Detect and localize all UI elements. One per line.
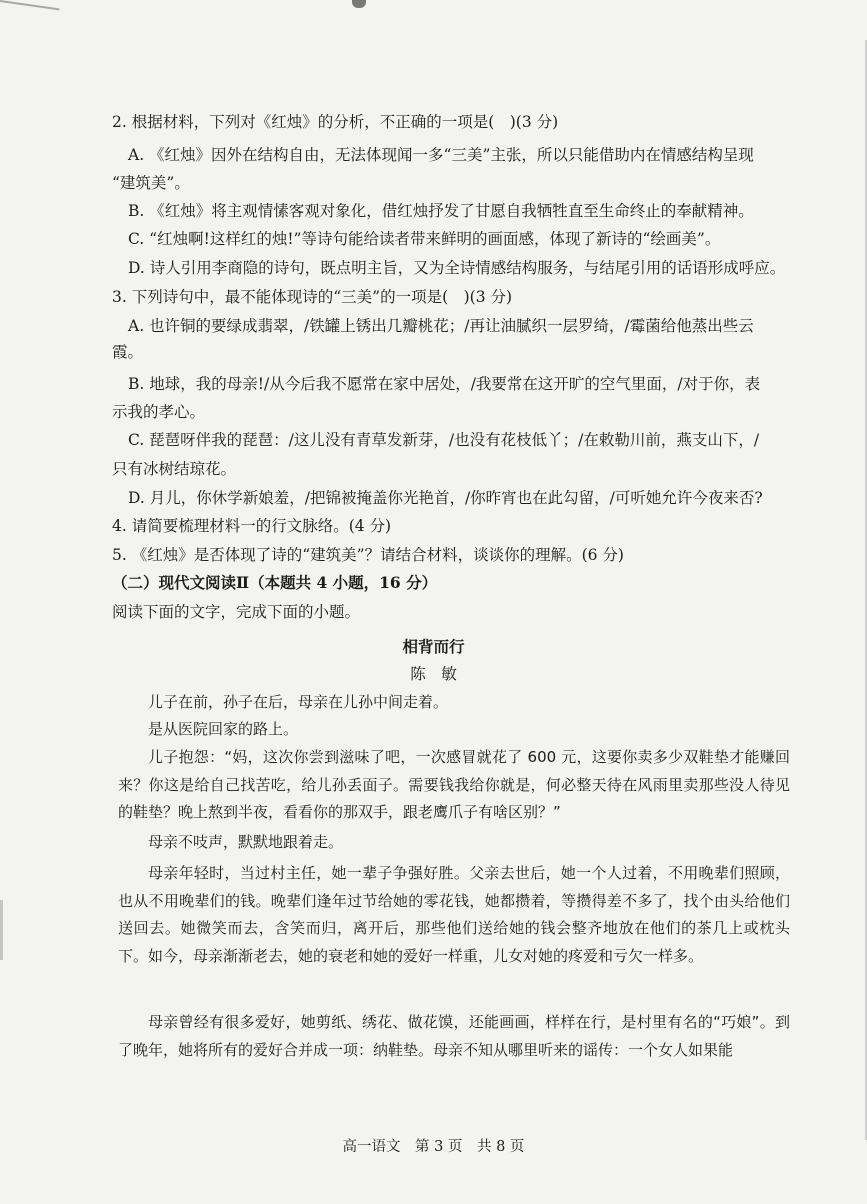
page-footer: 高一语文 第 3 页 共 8 页 xyxy=(342,1139,525,1155)
q3-option-a-cont: 霞。 xyxy=(112,343,144,361)
scan-artifact-dot xyxy=(352,0,366,8)
q5: 5. 《红烛》是否体现了诗的“建筑美”？请结合材料，谈谈你的理解。(6 分) xyxy=(112,546,624,564)
q2-option-d: D. 诗人引用李商隐的诗句，既点明主旨，又为全诗情感结构服务，与结尾引用的话语形成呼应。 xyxy=(128,259,786,277)
q3-option-d: D. 月儿，你休学新娘羞，/把锦被掩盖你光艳首，/你昨宵也在此勾留，/可听她允许今夜来否? xyxy=(128,489,763,507)
story-paragraph-6: 母亲曾经有很多爱好，她剪纸、绣花、做花馍，还能画画，样样在行，是村里有名的“巧娘”。到了晚年，她将所有的爱好合并成一项：纳鞋垫。母亲不知从哪里听来的谣传：一个女人如果能 xyxy=(118,1013,790,1059)
story-paragraph-4: 母亲不吱声，默默地跟着走。 xyxy=(148,833,344,851)
q3-option-c-cont: 只有冰树结琼花。 xyxy=(112,460,237,478)
story-paragraph-2: 是从医院回家的路上。 xyxy=(148,720,299,738)
reading-instruction: 阅读下面的文字，完成下面的小题。 xyxy=(112,603,361,621)
q3-option-b-cont: 示我的孝心。 xyxy=(112,403,206,421)
section-heading: （二）现代文阅读Ⅱ（本题共 4 小题，16 分） xyxy=(112,573,438,592)
q3-option-b: B. 地球，我的母亲!/从今后我不愿常在家中居处，/我要常在这开旷的空气里面，/对于你，表 xyxy=(128,375,761,393)
story-author: 陈 敏 xyxy=(410,665,457,683)
q2-option-b: B. 《红烛》将主观情愫客观对象化，借红烛抒发了甘愿自我牺牲直至生命终止的奉献精神。 xyxy=(128,202,754,220)
q2-option-a: A. 《红烛》因外在结构自由，无法体现闻一多“三美”主张，所以只能借助内在情感结构呈现 xyxy=(128,146,754,164)
page-edge-mark xyxy=(0,900,3,960)
q4: 4. 请简要梳理材料一的行文脉络。(4 分) xyxy=(112,517,392,535)
story-paragraph-1: 儿子在前，孙子在后，母亲在儿孙中间走着。 xyxy=(148,693,449,711)
q3-stem: 3. 下列诗句中，最不能体现诗的“三美”的一项是( )(3 分) xyxy=(112,288,513,306)
q3-option-a: A. 也许铜的要绿成翡翠，/铁罐上锈出几瓣桃花；/再让油腻织一层罗绮，/霉菌给他蒸出些云 xyxy=(128,317,754,335)
story-title: 相背而行 xyxy=(402,637,465,656)
q2-option-a-cont: “建筑美”。 xyxy=(112,174,190,192)
q2-option-c: C. “红烛啊!这样红的烛!”等诗句能给读者带来鲜明的画面感，体现了新诗的“绘画美”。 xyxy=(128,230,721,248)
scan-artifact xyxy=(0,0,59,28)
q3-option-c: C. 琵琶呀伴我的琵琶：/这儿没有青草发新芽，/也没有花枝低丫；/在敕勒川前，燕支山下，/ xyxy=(128,431,760,449)
story-paragraph-5: 母亲年轻时，当过村主任，她一辈子争强好胜。父亲去世后，她一个人过着，不用晚辈们照顾，也从不用晚辈们的钱。晚辈们逢年过节给她的零花钱，她都攒着，等攒得差不多了，找个由头给他们送回去。她微笑而去，含笑而归，离开后，那些他们送给她的钱会整齐地放在他们的茶几上或枕头下。如今，母亲渐渐老去，她的衰老和她的爱好一样重，儿女对她的疼爱和亏欠一样多。 xyxy=(118,864,790,966)
q2-stem: 2. 根据材料，下列对《红烛》的分析，不正确的一项是( )(3 分) xyxy=(112,113,559,131)
story-paragraph-3: 儿子抱怨：“妈，这次你尝到滋味了吧，一次感冒就花了 600 元，这要你卖多少双鞋垫才能赚回来？你这是给自己找苦吃，给儿孙丢面子。需要钱我给你就是，何必整天待在风雨里卖那些没人待见的鞋垫？晚上熬到半夜，看看你的那双手，跟老鹰爪子有啥区别？” xyxy=(118,748,790,822)
